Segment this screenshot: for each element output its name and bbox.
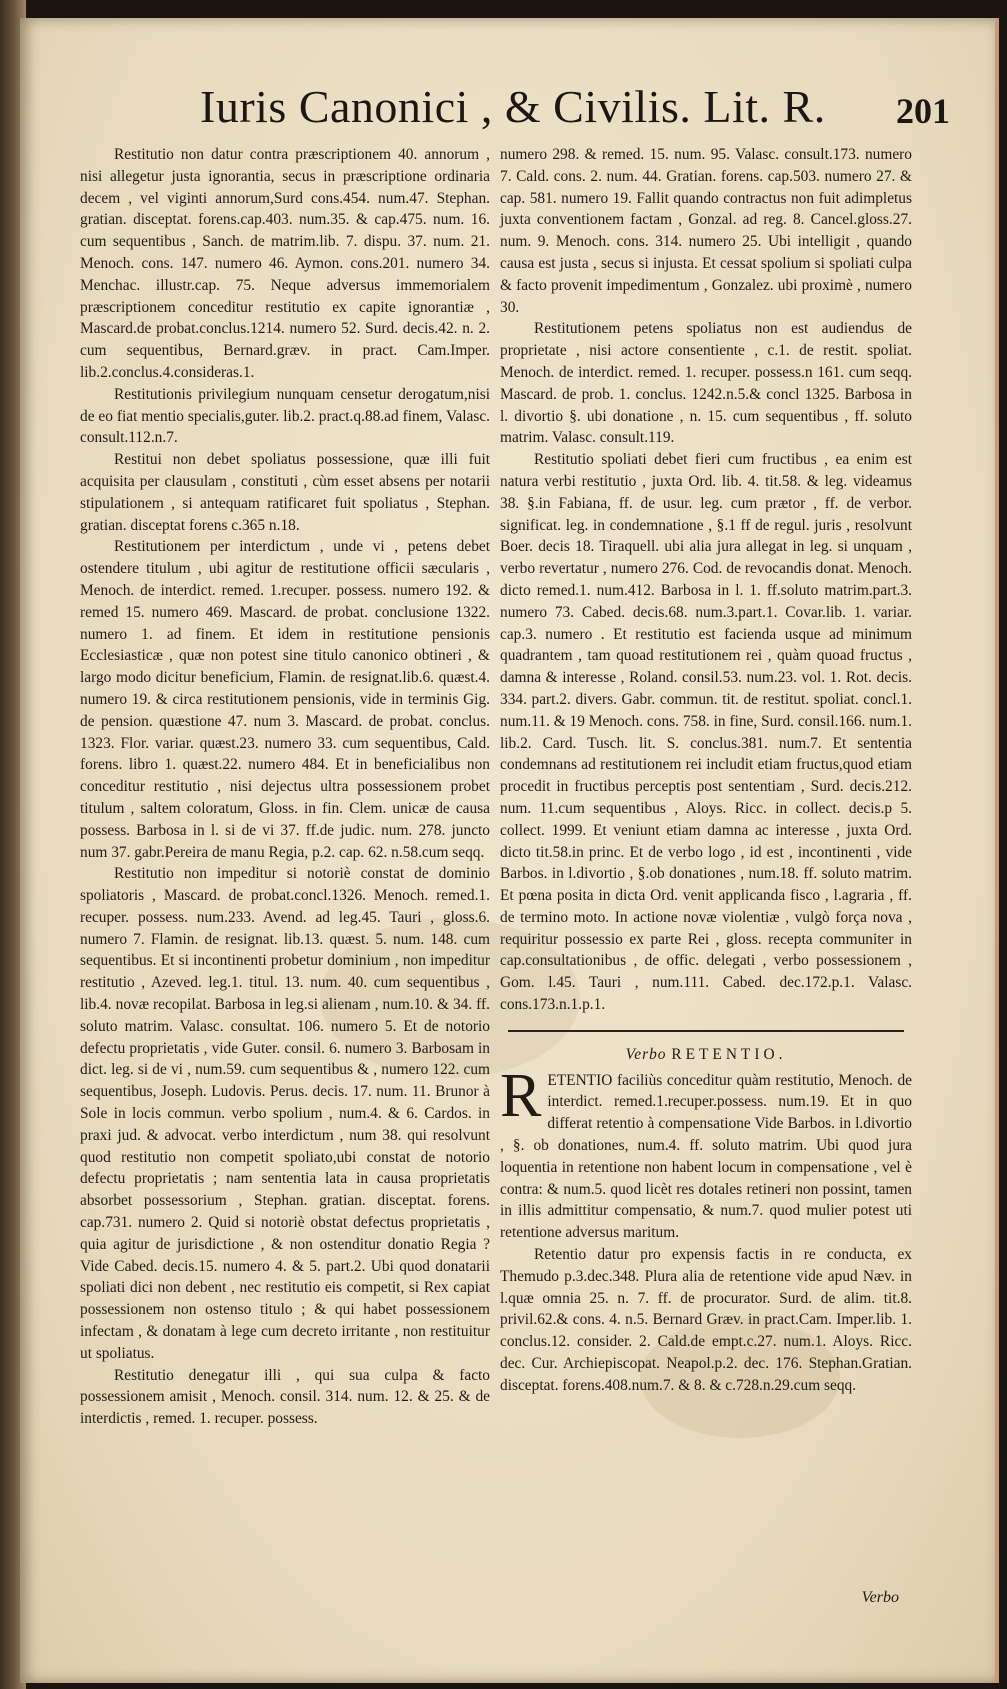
section-heading [500, 1044, 912, 1066]
paragraph: Restitui non debet spoliatus possessione, quæ illi fuit acquisita per clausulam , constituti , cùm esset absens per notarii stipulationem , si antequam ratificaret fuit spoliatus , Stephan. gratian. disceptat forens c.365 n.18. [80, 451, 490, 534]
paragraph: Restitutionem per interdictum , unde vi , petens debet ostendere titulum , ubi agitur de restitutione officii sæcularis , Menoch. de interdict. remed. 1.recuper. possess. numero 192. & remed 15. numero 469. Mascard. de probat. conclusione 1322. numero 1. ad finem. Et idem in restitutione pensionis Ecclesiasticæ , quæ non potest sine titulo canonico obtineri , & largo modo dicitur beneficium, Flamin. de resignat.lib.6. quæst.4. numero 19. & circa restitutionem pensionis, vide in terminis Gig. de pension. quæstione 47. num 3. Mascard. de probat. conclus. 1323. Flor. variar. quæst.23. numero 33. cum sequentibus, Cald. forens. libro 1. quæst.22. numero 484. Et in beneficialibus non conceditur restitutio , nisi dejectus ultra possessionem probet titulum , saltem coloratum, Gloss. in fin. Clem. unicæ de causa possess. Barbosa in l. si de vi 37. ff.de judic. num. 278. juncto num 37. gabr.Pereira de manu Regia, p.2. cap. 62. n.58.cum seqq. [80, 538, 490, 861]
left-column [80, 144, 490, 1430]
paragraph: Restitutio non impeditur si notoriè constat de dominio spoliatoris , Mascard. de probat.concl.1326. Menoch. remed.1. recuper. possess. num.233. Avend. ad leg.45. Tauri , gloss.6. numero 7. Flamin. de resignat. lib.13. quæst. 5. num. 148. cum sequentibus. Et si incontinenti probetur dominium , non impeditur restitutio , Azeved. leg.1. titul. 13. num. 40. cum sequentibus , lib.4. novæ recopilat. Barbosa in leg.si alienam , num.10. & 34. ff. soluto matrim. Valasc. consultat. 106. numero 5. Et de notorio defectu proprietatis , vide Guter. consil. 6. numero 3. Barbosam in dict. leg. si de vi , num.59. cum sequentibus & , numero 122. cum sequentibus, Joseph. Ludovis. Perus. decis. 17. num. 11. Brunor à Sole in locis commun. verbo spolium , num.4. & 6. Cardos. in praxi jud. & advocat. verbo interdictum , num 38. qui resolvunt quod restitutio non competit spoliato,ubi constat de notorio defectu proprietatis ; nam sententia lata in causa proprietatis absorbet possessorium , Stephan. gratian. disceptat. forens. cap.731. numero 2. Quid si notoriè obstat defectus proprietatis , quia agitur de jurisdictione , & non ostenditur donatio Regia ? Vide Cabed. decis.15. numero 4. & 5. part.2. Ubi quod donatarii spoliati dici non debent , nec restitutio eis competit, si Rex capiat possessionem non ostenso titulo ; & qui habet possessionem infectam , & donatam à lege cum decreto irritante , non restituitur ut spoliatus. [80, 865, 490, 1362]
section-heading-lead: Verbo [625, 1045, 667, 1063]
catchword: Verbo [861, 1589, 899, 1606]
paragraph-text: ETENTIO faciliùs conceditur quàm restitutio, Menoch. de interdict. remed.1.recuper.possess. num.19. Et in quo differat retentio à compensatione Vide Barbos. in l.divortio , §. ob donationes, num.4. ff. soluto matrim. Ubi quod jura loquentia in retentione non habent locum in compensatione , vel è contra: & num.5. quod licèt res dotales retineri non possint, tamen in illis admittitur compensatio, & num.7. quod mulier potest uti retentione adversus maritum. [500, 1071, 912, 1242]
book-page [20, 18, 999, 1683]
section-heading-word: RETENTIO. [671, 1045, 787, 1063]
running-title: Iuris Canonici , & Civilis. Lit. R. [200, 81, 826, 132]
page-header [170, 80, 950, 150]
paragraph: Retentio datur pro expensis factis in re conducta, ex Themudo p.3.dec.348. Plura alia de retentione vide apud Næv. in l.quæ omnia 25. n. 7. ff. de procurator. Surd. de alim. tit.8. privil.62.& cons. 4. n.5. Bernard Græv. in pract.Cam. Imper.lib. 1. conclus.12. consider. 2. Cald.de empt.c.27. num.1. Aloys. Ricc. dec. Cur. Archiepiscopat. Neapol.p.2. dec. 176. Stephan.Gratian. disceptat. forens.408.num.7. & 8. & c.728.n.29.cum seqq. [500, 1246, 912, 1394]
paragraph: numero 298. & remed. 15. num. 95. Valasc. consult.173. numero 7. Cald. cons. 2. num. 44. Gratian. forens. cap.503. numero 27. & cap. 581. numero 19. Fallit quando contractus non fuit adimpletus juxta conventionem factam , Gonzal. ad reg. 8. Cancel.gloss.27. num. 9. Menoch. cons. 314. numero 25. Ubi intelligit , quando causa est justa , secus si injusta. Et cessat spolium si spoliati culpa & facto provenit impedimentum , Gonzalez. ubi proximè , numero 30. [500, 146, 912, 316]
section-divider [508, 1030, 904, 1032]
page-number: 201 [896, 91, 950, 131]
paragraph: Restitutio spoliati debet fieri cum fructibus , ea enim est natura verbi restitutio , juxta Ord. lib. 4. tit.58. & leg. videamus 38. §.in Fabiana, ff. de usur. leg. cum prætor , ff. de verbor. significat. leg. in condemnatione , §.1 ff de regul. juris , resolvunt Boer. decis 18. Tiraquell. ubi alia jura allegat in leg. si unquam , verbo revertatur , numero 276. Cod. de revocandis donat. Menoch. dicto remed.1. num.412. Barbosa in l. 1. ff.soluto matrim.part.3. numero 73. Cabed. decis.68. num.3.part.1. Covar.lib. 1. variar. cap.3. numero . Et restitutio est facienda usque ad minimum quadrantem , tam quoad restitutionem rei , quàm quoad fructus , damna & interesse , Roland. consil.53. num.23. vol. 1. Rot. decis. 334. part.2. divers. Gabr. commun. tit. de restitut. spoliat. concl.1. num.11. & 19 Menoch. cons. 758. in fine, Surd. consil.166. num.1. lib.2. Card. Tusch. lit. S. conclus.381. num.7. Et sententia condemnans ad restitutionem rei includit etiam fructus,quod etiam procedit in fructibus perceptis post sententiam , Surd. decis.212. num. 11.cum sequentibus , Aloys. Ricc. in collect. decis.p 5. collect. 1999. Et veniunt etiam damna ac interesse , juxta Ord. dicto tit.58.in princ. Et de verbo logo , id est , incontinenti , vide Barbos. in l.divortio , §.ob donationes , num.18. ff. soluto matrim. Et pœna posita in dicta Ord. venit applicanda fisco , l.agraria , ff. de termino moto. In actione novæ violentiæ , vulgò força nova , requiritur possessio ex parte Rei , gloss. recepta communiter in cap.consultationibus , de offic. delegati , verbo possessionem , Gom. l.45. Tauri , num.111. Cabed. dec.172.p.1. Valasc. cons.173.n.1.p.1. [500, 451, 912, 1014]
paragraph: Restitutio non datur contra præscriptionem 40. annorum , nisi allegetur justa ignorantia, secus in præscriptione ordinaria decem , vel viginti annorum,Surd cons.454. num.47. Stephan. gratian. disceptat. forens.cap.403. num.35. & cap.475. num. 16. cum sequentibus , Sanch. de matrim.lib. 7. dispu. 37. num. 21. Menoch. cons. 147. numero 46. Aymon. cons.201. numero 34. Menchac. illustr.cap. 75. Neque adversus immemorialem præscriptionem conceditur restitutio ex capite ignorantiæ , Mascard.de probat.conclus.1214. numero 52. Surd. decis.42. n. 2. cum sequentibus, Bernard.græv. in pract. Cam.Imper. lib.2.conclus.4.consideras.1. [80, 146, 490, 381]
paragraph [500, 1061, 912, 1244]
paragraph: Restitutionis privilegium nunquam censetur derogatum,nisi de eo fiat mentio specialis,guter. lib.2. pract.q.88.ad finem, Valasc. consult.112.n.7. [80, 385, 490, 447]
drop-cap: R [500, 1061, 542, 1130]
paragraph: Restitutionem petens spoliatus non est audiendus de proprietate , nisi actore consentiente , c.1. de restit. spoliat. Menoch. de interdict. remed. 1. recuper. possess.n 161. cum seqq. Mascard. de prob. 1. conclus. 1242.n.5.& concl 1325. Barbosa in l. divortio §. ubi donatione , n. 15. cum sequentibus , ff. soluto matrim. Valasc. consult.119. [500, 320, 912, 447]
right-column [500, 144, 912, 1397]
paragraph: Restitutio denegatur illi , qui sua culpa & facto possessionem amisit , Menoch. consil. 314. num. 12. & 25. & de interdictis , remed. 1. recuper. possess. [80, 1366, 490, 1428]
